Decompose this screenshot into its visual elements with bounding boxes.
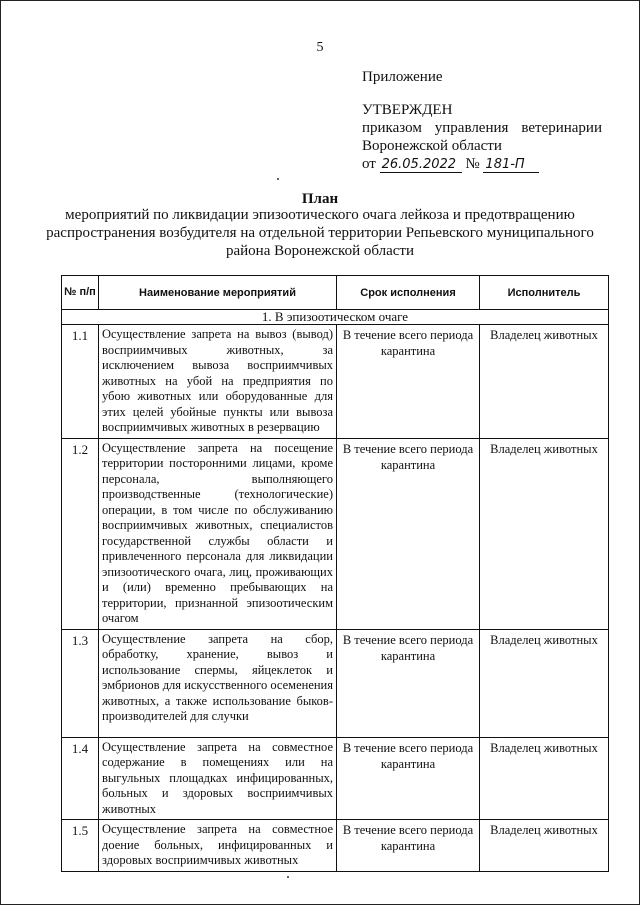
- row-term: В течение всего периода карантина: [337, 737, 480, 820]
- order-line-2: Воронежской области: [362, 138, 502, 154]
- plan-subtitle: мероприятий по ликвидации эпизоотического очага лейкоза и предотвращению распространения возбудителя на отдельной территории Репьевского муниципального района Воронежской области: [46, 207, 594, 259]
- from-label: от: [362, 156, 376, 172]
- plan-title: План: [301, 191, 339, 207]
- approval-block: [362, 68, 602, 173]
- row-executor: Владелец животных: [480, 438, 609, 629]
- row-name: Осуществление запрета на сбор, обработку, хранение, вывоз и использование спермы, яйцеклеток и эмбрионов для искусственного осеменения животных, а также использование быков-производителей для случки: [99, 629, 337, 737]
- row-name: Осуществление запрета на совместное содержание в помещениях или на выгульных площадках инфицированных, больных и здоровых восприимчивых животных: [99, 737, 337, 820]
- row-term: В течение всего периода карантина: [337, 325, 480, 439]
- section-title: 1. В эпизоотическом очаге: [62, 310, 609, 325]
- speck: [287, 876, 289, 878]
- header-term: Срок исполнения: [337, 276, 480, 310]
- order-date: 26.05.2022: [380, 158, 462, 173]
- header-num: № п/п: [62, 276, 99, 310]
- header-name: Наименование мероприятий: [99, 276, 337, 310]
- row-executor: Владелец животных: [480, 629, 609, 737]
- table-header-row: [62, 276, 609, 310]
- annex-label: Приложение: [362, 69, 443, 85]
- row-executor: Владелец животных: [480, 737, 609, 820]
- table-row: [62, 629, 609, 737]
- page-number: 5: [316, 40, 324, 55]
- order-line-1: приказом управления ветеринарии: [362, 120, 602, 136]
- header-executor: Исполнитель: [480, 276, 609, 310]
- order-date-number: [362, 155, 602, 173]
- order-number: 181-П: [483, 158, 539, 173]
- row-name: Осуществление запрета на совместное доение больных, инфицированных и здоровых восприимчивых животных: [99, 820, 337, 872]
- row-num: 1.5: [62, 820, 99, 872]
- row-num: 1.2: [62, 438, 99, 629]
- table-row: [62, 325, 609, 439]
- table-row: [62, 820, 609, 872]
- row-executor: Владелец животных: [480, 820, 609, 872]
- speck: [277, 178, 279, 180]
- table-row: [62, 438, 609, 629]
- row-executor: Владелец животных: [480, 325, 609, 439]
- row-name: Осуществление запрета на посещение территории посторонними лицами, кроме персонала, выполняющего производственные (технологические) операции, в том числе по обслуживанию восприимчивых животных, специалистов государственной службы области и привлеченного персонала для ликвидации эпизоотического очага, лиц, проживающих и (или) временно пребывающих на территории, признанной эпизоотическим очагом: [99, 438, 337, 629]
- row-term: В течение всего периода карантина: [337, 820, 480, 872]
- row-num: 1.3: [62, 629, 99, 737]
- approved-label: УТВЕРЖДЕН: [362, 102, 453, 118]
- row-term: В течение всего периода карантина: [337, 629, 480, 737]
- table-row: [62, 737, 609, 820]
- section-row: [62, 310, 609, 325]
- row-name: Осуществление запрета на вывоз (вывод) восприимчивых животных, за исключением вывоза восприимчивых животных на убой на предприятия по убою животных или оборудованные для этих целей убойные пункты или вывоза восприимчивых животных в резервацию: [99, 325, 337, 439]
- row-num: 1.4: [62, 737, 99, 820]
- number-label: №: [465, 156, 480, 172]
- row-term: В течение всего периода карантина: [337, 438, 480, 629]
- measures-table: [61, 275, 609, 872]
- row-num: 1.1: [62, 325, 99, 439]
